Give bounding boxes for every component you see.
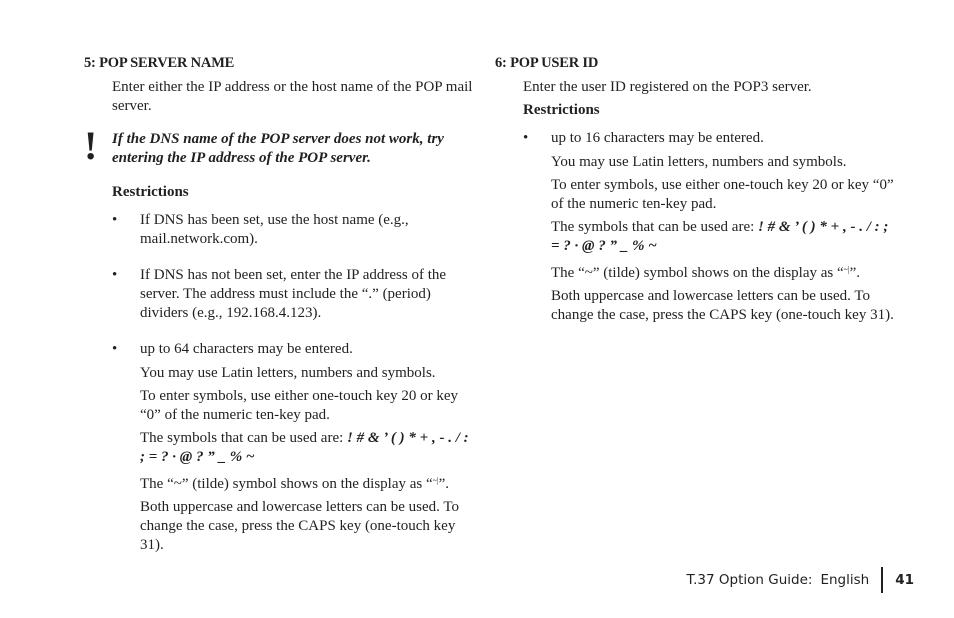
section-intro: Enter the user ID registered on the POP3 server. xyxy=(523,79,812,95)
left-column xyxy=(84,54,474,555)
language-label: English xyxy=(820,572,870,588)
page-footer xyxy=(687,566,915,594)
restrictions-heading: Restrictions xyxy=(523,102,600,118)
enter-symbols-note: To enter symbols, use either one-touch key 20 or key “0” of the numeric ten-key pad. xyxy=(140,388,459,423)
exclamation-icon: ! xyxy=(84,123,98,168)
bullet-icon: • xyxy=(523,130,529,146)
bullet-icon: • xyxy=(112,212,118,228)
tilde-note: The “~” (tilde) symbol shows on the display as “~|”. xyxy=(140,476,449,492)
case-note: Both uppercase and lowercase letters can be used. To change the case, press the CAPS key (one-touch key 31). xyxy=(140,499,459,553)
guide-title: T.37 Option Guide: xyxy=(686,572,813,588)
case-note: Both uppercase and lowercase letters can be used. To change the case, press the CAPS key (one-touch key 31). xyxy=(551,288,894,323)
warning-note xyxy=(84,123,474,168)
symbols-note: The symbols that can be used are: ! # & ’ ( ) * + , - . / : ; = ? · @ ? ” _ % ~ xyxy=(551,219,889,254)
right-column xyxy=(495,54,895,325)
list-item: • up to 16 characters may be entered. xyxy=(523,130,764,146)
tilde-note: The “~” (tilde) symbol shows on the display as “~|”. xyxy=(551,265,860,281)
symbols-list: ! # & ’ ( ) * + , - . / : ; = ? · @ ? ” _ % ~ xyxy=(551,219,889,254)
symbols-list: ! # & ’ ( ) * + , - . / : ; = ? · @ ? ” _ % ~ xyxy=(140,430,469,465)
symbols-note: The symbols that can be used are: ! # & ’ ( ) * + , - . / : ; = ? · @ ? ” _ % ~ xyxy=(140,430,469,465)
warning-text: If the DNS name of the POP server does not work, try entering the IP address of the POP server. xyxy=(112,131,444,166)
latin-note: You may use Latin letters, numbers and symbols. xyxy=(551,154,847,170)
bullet-icon: • xyxy=(112,267,118,283)
page-number: 41 xyxy=(895,572,914,588)
section-intro: Enter either the IP address or the host name of the POP mail server. xyxy=(112,79,473,114)
restrictions-list xyxy=(495,129,895,148)
tilde-glyph: ~| xyxy=(432,476,439,485)
restrictions-list xyxy=(84,211,474,359)
list-item: • up to 64 characters may be entered. xyxy=(112,341,353,357)
latin-note: You may use Latin letters, numbers and symbols. xyxy=(140,365,436,381)
enter-symbols-note: To enter symbols, use either one-touch key 20 or key “0” of the numeric ten-key pad. xyxy=(551,177,894,212)
footer-divider xyxy=(881,567,883,593)
section-heading-pop-user-id: 6: POP USER ID xyxy=(495,55,599,71)
list-item: • If DNS has not been set, enter the IP address of the server. The address must include the “.” (period) dividers (e.g., 192.168.4.123). xyxy=(112,267,447,321)
restrictions-heading: Restrictions xyxy=(112,184,189,200)
list-item: • If DNS has been set, use the host name (e.g., mail.network.com). xyxy=(112,212,409,247)
bullet-icon: • xyxy=(112,341,118,357)
tilde-glyph: ~| xyxy=(843,265,850,274)
section-heading-pop-server-name: 5: POP SERVER NAME xyxy=(84,55,235,71)
